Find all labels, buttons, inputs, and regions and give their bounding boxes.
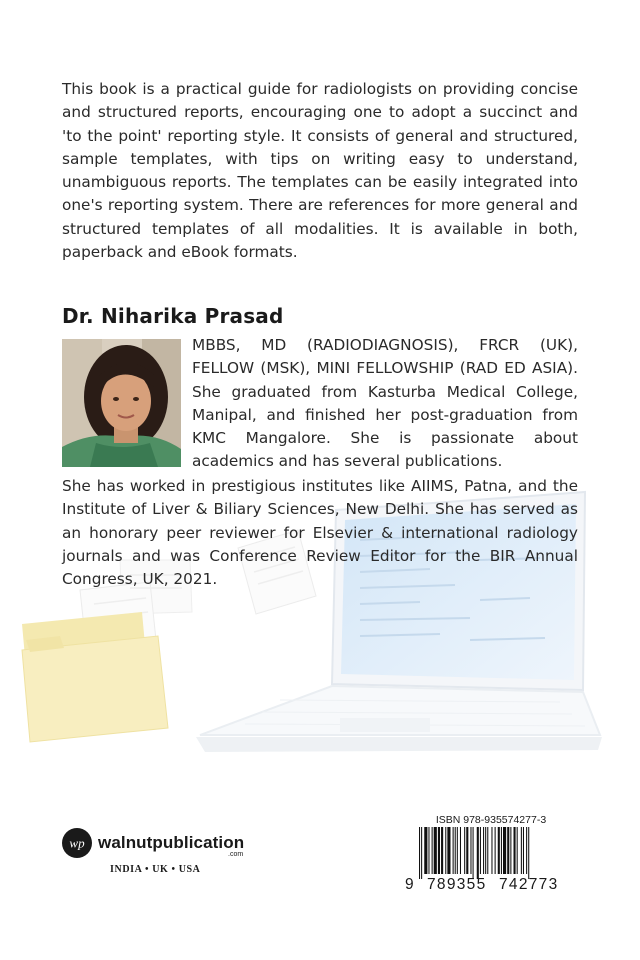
barcode-bar (523, 827, 524, 874)
barcode-bar (491, 827, 492, 874)
author-bio-career: She has worked in prestigious institutes like AIIMS, Patna, and the Institute of Liver & Biliary Sciences, New Delhi. She has served as an honorary peer reviewer for Elsevier & international radiology journals and was Conference Review Editor for the BIR Annual Congress, UK, 2021. (62, 477, 578, 589)
barcode-bar (424, 827, 427, 874)
barcode-bar (453, 827, 454, 874)
barcode-bar (473, 827, 474, 879)
barcode-bar (498, 827, 500, 874)
barcode-bar (428, 827, 429, 874)
barcode-bar (466, 827, 468, 874)
barcode-bar (485, 827, 486, 874)
barcode-bar (438, 827, 440, 874)
barcode-bar (510, 827, 511, 874)
author-name: Dr. Niharika Prasad (62, 304, 284, 328)
barcode-right-digits: 742773 (499, 876, 559, 893)
barcode-bar (421, 827, 422, 879)
walnut-logo-icon (62, 828, 92, 858)
barcode-bar (455, 827, 456, 874)
publisher-domain: .com (228, 851, 244, 858)
barcode-bar (457, 827, 458, 874)
book-description: This book is a practical guide for radiologists on providing concise and structured reports, encouraging one to adopt a succinct and 'to the point' reporting style. It consists of general and structured, sample templates, with tips on writing easy to understand, unambiguous reports. The templates can be easily integrated into one's reporting system. There are references for more general and structured templates of all modalities. It is available in both, paperback and eBook formats. (62, 80, 578, 262)
barcode-left-digits: 789355 (427, 876, 487, 893)
barcode-bar (517, 827, 518, 874)
barcode-bar (464, 827, 465, 874)
barcode-bars (419, 827, 565, 879)
barcode-bar (514, 827, 516, 874)
barcode-bar (441, 827, 443, 874)
barcode-bar (480, 827, 481, 874)
barcode-bar (528, 827, 529, 879)
isbn-barcode (405, 813, 577, 897)
barcode-lead-digit: 9 (405, 876, 414, 893)
barcode-bar (445, 827, 446, 874)
publisher-regions: INDIA • UK • USA (110, 864, 201, 875)
barcode-bar (432, 827, 433, 874)
barcode-bar (419, 827, 420, 879)
publisher-logo (62, 828, 262, 878)
logo-mark-text: wp (69, 835, 85, 851)
barcode-bar (460, 827, 461, 874)
barcode-bar (526, 827, 527, 874)
barcode-bar (521, 827, 522, 874)
barcode-bar (495, 827, 496, 874)
author-bio-credentials: MBBS, MD (RADIODIAGNOSIS), FRCR (UK), FELLOW (MSK), MINI FELLOWSHIP (RAD ED ASIA). She graduated from Kasturba Medical College, Manipal, and finished her post-graduation from KMC Mangalore. She is passionate about academics and has several publications. (192, 336, 578, 471)
barcode-digits (405, 876, 577, 896)
barcode-bar (503, 827, 506, 874)
barcode-bar (470, 827, 471, 874)
barcode-bar (501, 827, 502, 874)
author-photo (62, 339, 181, 467)
barcode-bar (477, 827, 479, 879)
barcode-bar (487, 827, 488, 874)
isbn-label: ISBN 978-935574277-3 (435, 814, 547, 826)
barcode-bar (507, 827, 509, 874)
publisher-name: walnutpublication (98, 833, 245, 852)
barcode-bar (483, 827, 484, 874)
barcode-bar (434, 827, 437, 874)
barcode-bar (447, 827, 450, 874)
